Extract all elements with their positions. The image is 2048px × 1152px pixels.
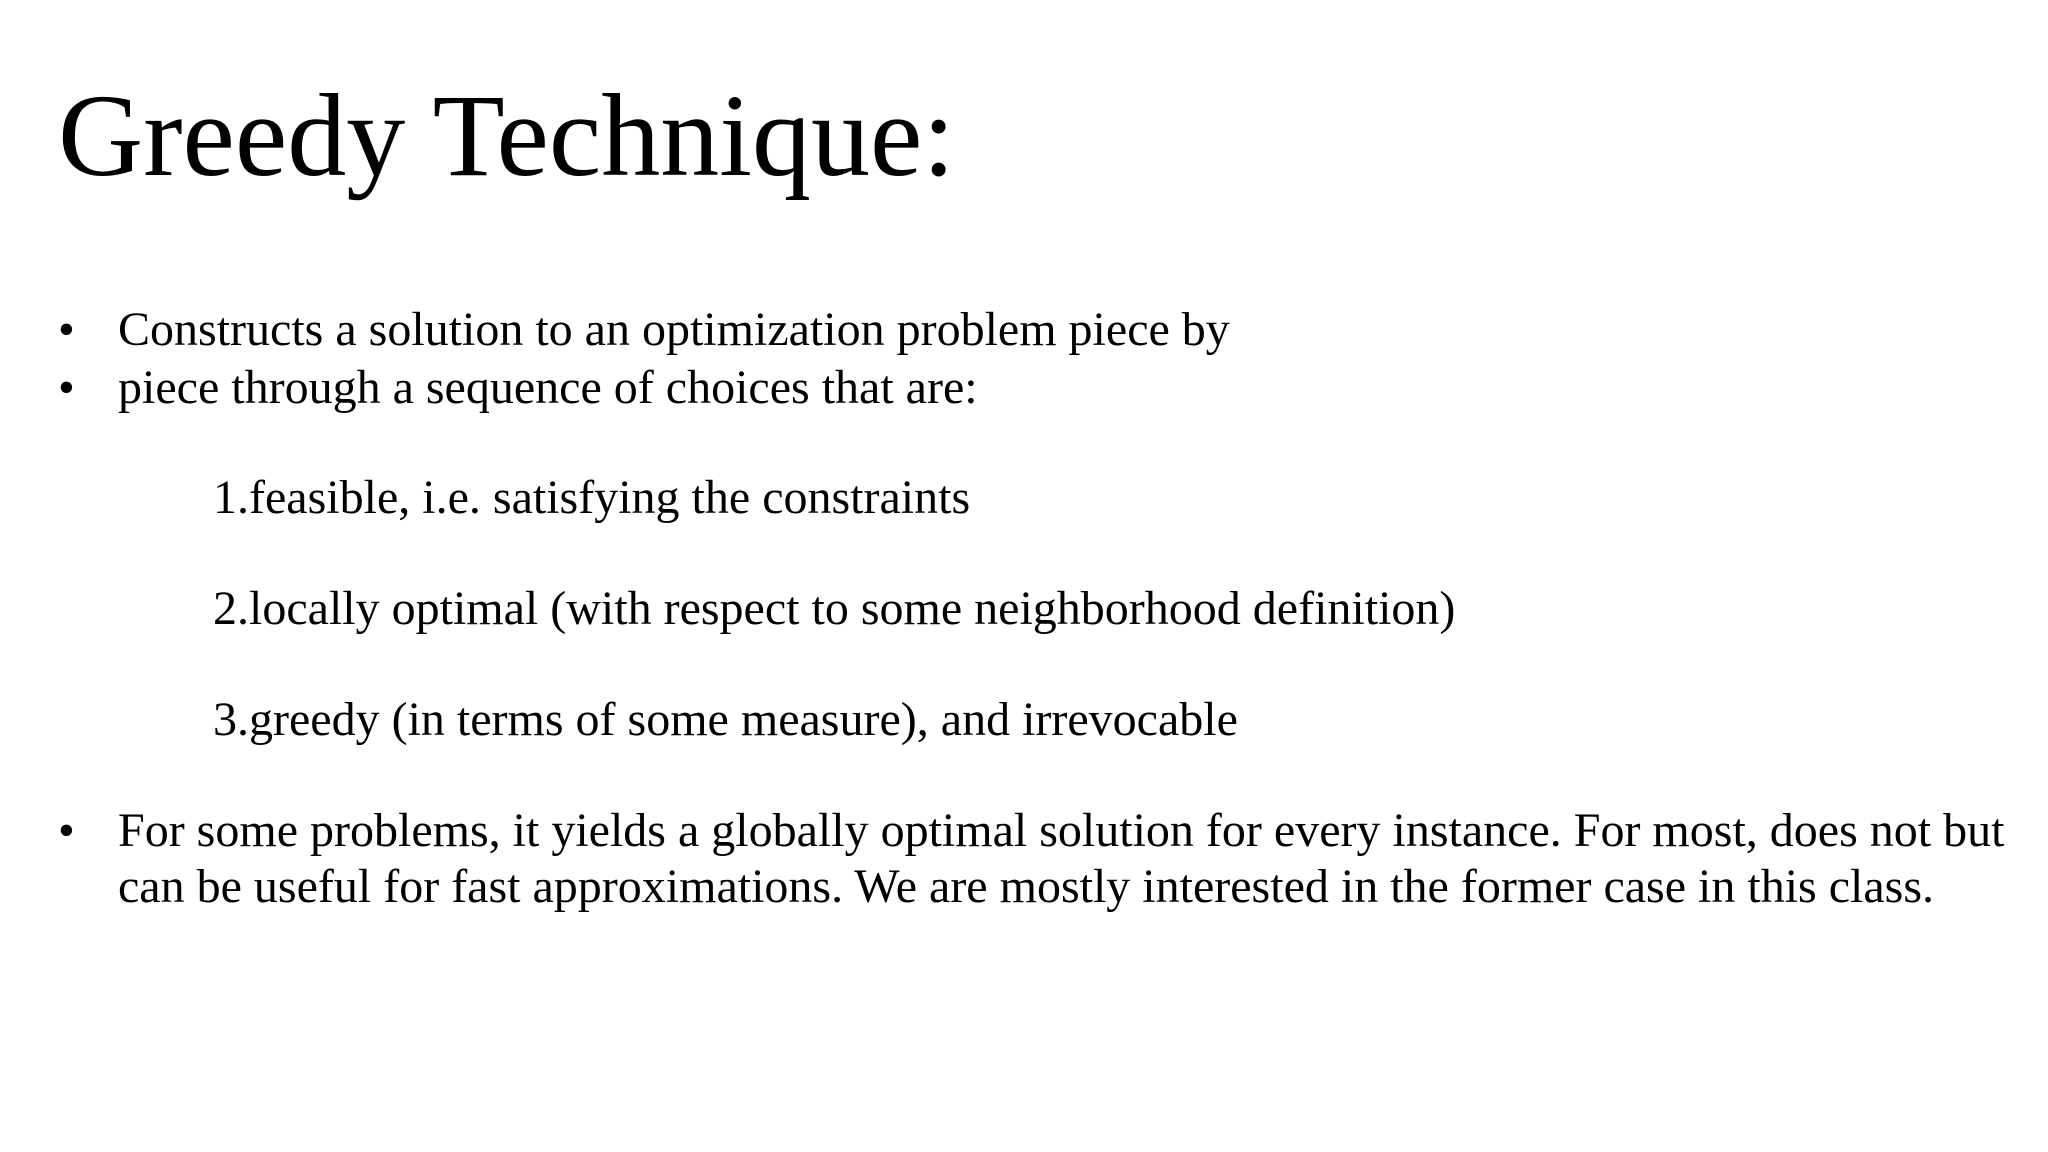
numbered-item-locally-optimal: 2.locally optimal (with respect to some neighborhood definition): [213, 582, 1456, 635]
bullet-text: For some problems, it yields a globally optimal solution for every instance. For most, does not but can be useful for fast approximations. We are mostly interested in the former case in this class.: [118, 804, 2005, 913]
numbered-item-feasible: 1.feasible, i.e. satisfying the constraints: [213, 471, 971, 524]
bullet-marker: •: [58, 804, 75, 857]
slide-title: Greedy Technique:: [58, 70, 956, 201]
bullet-text: Constructs a solution to an optimization problem piece by: [118, 303, 1230, 356]
bullet-marker: •: [58, 361, 75, 414]
numbered-item-greedy: 3.greedy (in terms of some measure), and irrevocable: [213, 693, 1238, 746]
bullet-text: piece through a sequence of choices that are:: [118, 361, 978, 414]
bullet-marker: •: [58, 303, 75, 356]
